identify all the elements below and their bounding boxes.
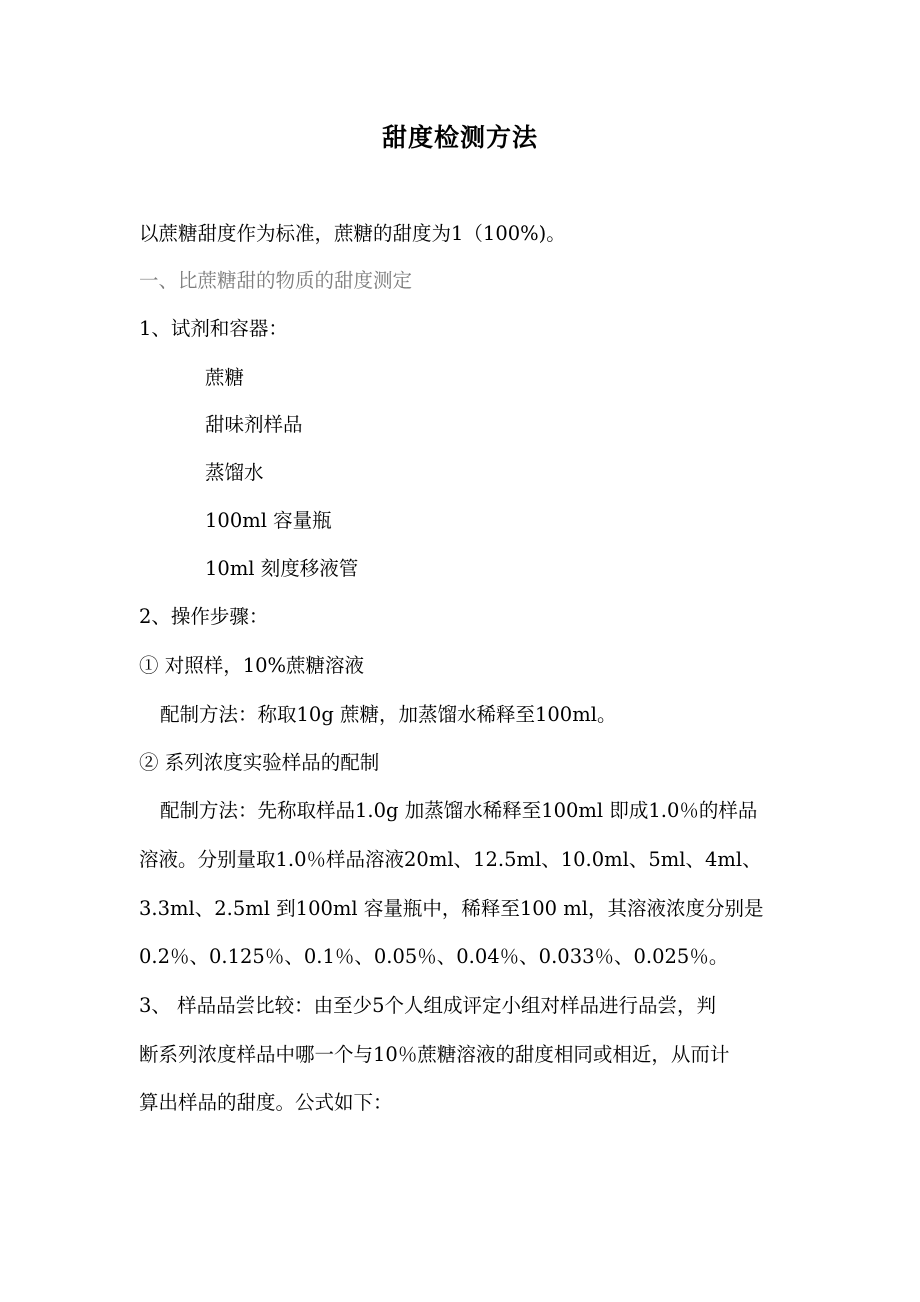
step-2-method-line: 配制方法：先称取样品1.0g 加蒸馏水稀释至100ml 即成1.0％的样品 <box>160 799 758 822</box>
step-2-method-line: 3.3ml、2.5ml 到100ml 容量瓶中，稀释至100 ml，其溶液浓度分别是 <box>139 897 764 920</box>
step-1-method: 配制方法：称取10g 蔗糖，加蒸馏水稀释至100ml。 <box>160 703 617 726</box>
reagent-item: 100ml 容量瓶 <box>205 509 332 532</box>
steps-heading: 2、操作步骤： <box>139 605 269 628</box>
reagent-item: 10ml 刻度移液管 <box>205 557 359 580</box>
step-3-line: 算出样品的甜度。公式如下： <box>139 1091 393 1114</box>
reagent-item: 甜味剂样品 <box>205 413 303 436</box>
reagent-item: 蒸馏水 <box>205 461 264 484</box>
reagent-item: 蔗糖 <box>205 366 245 389</box>
step-2-method-line: 0.2％、0.125％、0.1％、0.05％、0.04％、0.033％、0.025％。 <box>139 945 729 968</box>
reagents-heading: 1、试剂和容器： <box>139 317 288 340</box>
section-heading: 一、比蔗糖甜的物质的甜度测定 <box>139 269 413 292</box>
step-1-title: ① 对照样，10%蔗糖溶液 <box>139 654 365 677</box>
step-3-line: 断系列浓度样品中哪一个与10％蔗糖溶液的甜度相同或相近，从而计 <box>139 1043 730 1066</box>
page-title: 甜度检测方法 <box>381 123 538 152</box>
step-2-method-line: 溶液。分别量取1.0％样品溶液20ml、12.5ml、10.0ml、5ml、4ml、 <box>139 848 762 871</box>
step-3-line: 3、 样品品尝比较：由至少5个人组成评定小组对样品进行品尝，判 <box>139 994 717 1017</box>
step-2-title: ② 系列浓度实验样品的配制 <box>139 751 380 774</box>
intro-text: 以蔗糖甜度作为标准，蔗糖的甜度为1（100%)。 <box>139 222 566 245</box>
